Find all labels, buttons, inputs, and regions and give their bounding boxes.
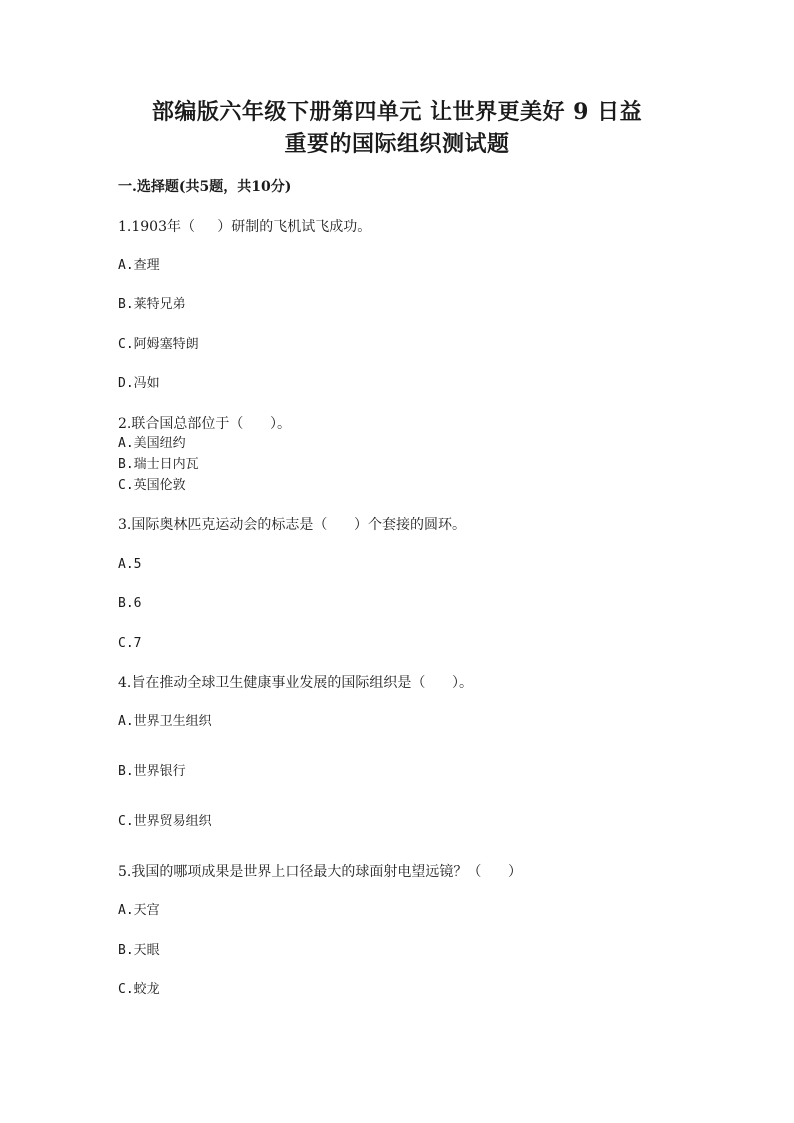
- question-1-option-b: B.莱特兄弟: [118, 297, 186, 312]
- question-2-option-b: B.瑞士日内瓦: [118, 457, 199, 472]
- question-5-option-c: C.蛟龙: [118, 982, 160, 997]
- question-5-option-a: A.天宫: [118, 903, 160, 918]
- question-1-stem: 1.1903年（ ）研制的飞机试飞成功。: [118, 219, 372, 235]
- question-2-option-c: C.英国伦敦: [118, 478, 186, 493]
- question-3-option-b: B.6: [118, 596, 142, 611]
- question-3-option-a: A.5: [118, 557, 142, 572]
- question-2-option-a: A.美国纽约: [118, 436, 186, 451]
- question-4-stem: 4.旨在推动全球卫生健康事业发展的国际组织是（ ）。: [118, 675, 474, 691]
- question-5-option-b: B.天眼: [118, 943, 160, 958]
- question-2-stem: 2.联合国总部位于（ ）。: [118, 416, 292, 432]
- question-1-option-d: D.冯如: [118, 376, 160, 391]
- question-4-option-c: C.世界贸易组织: [118, 814, 212, 829]
- question-3-option-c: C.7: [118, 636, 142, 651]
- question-3-stem: 3.国际奥林匹克运动会的标志是（ ）个套接的圆环。: [118, 517, 467, 533]
- question-4-option-b: B.世界银行: [118, 764, 186, 779]
- section-heading: 一.选择题(共5题，共10分): [118, 179, 292, 195]
- question-4-option-a: A.世界卫生组织: [118, 714, 212, 729]
- document-title-line-1: 部编版六年级下册第四单元 让世界更美好 9 日益: [151, 99, 643, 125]
- question-1-option-a: A.查理: [118, 258, 160, 273]
- document-title-line-2: 重要的国际组织测试题: [284, 131, 510, 157]
- question-5-stem: 5.我国的哪项成果是世界上口径最大的球面射电望远镜？（ ）: [118, 864, 523, 880]
- question-1-option-c: C.阿姆塞特朗: [118, 337, 199, 352]
